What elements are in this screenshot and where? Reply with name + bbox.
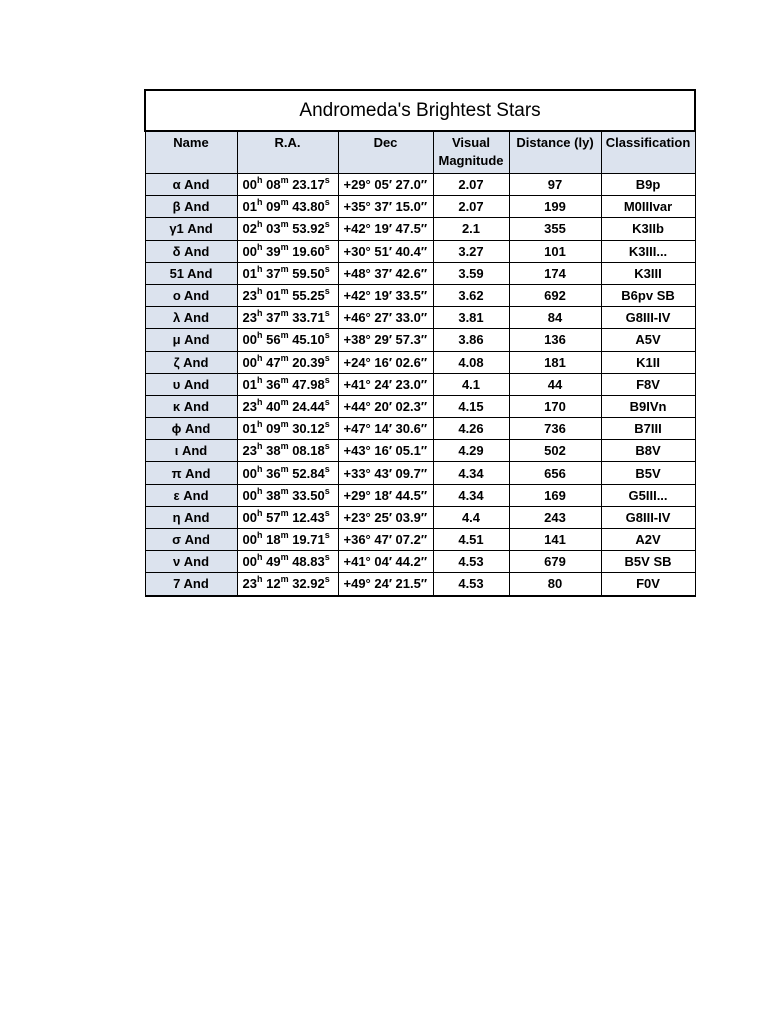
cell-name: ε And (145, 484, 237, 506)
cell-ra (237, 395, 338, 417)
cell-visual-magnitude: 4.26 (433, 418, 509, 440)
cell-classification: B6pv SB (601, 284, 695, 306)
ra-seconds: 33.71 (292, 310, 325, 326)
table-title: Andromeda's Brightest Stars (145, 90, 695, 131)
table-row (145, 196, 695, 218)
ra-h-unit: h (256, 396, 263, 407)
table-row (145, 218, 695, 240)
cell-ra (237, 506, 338, 528)
ra-m-unit: m (280, 552, 289, 563)
cell-classification: B7III (601, 418, 695, 440)
cell-name: γ1 And (145, 218, 237, 240)
cell-classification: F8V (601, 373, 695, 395)
ra-m-unit: m (280, 352, 289, 363)
ra-hours: 00 (242, 554, 257, 570)
ra-m-unit: m (280, 241, 289, 252)
cell-distance: 141 (509, 529, 601, 551)
ra-hours: 00 (242, 532, 257, 548)
cell-visual-magnitude: 3.27 (433, 240, 509, 262)
table-row (145, 329, 695, 351)
ra-h-unit: h (256, 574, 263, 585)
cell-classification: M0IIIvar (601, 196, 695, 218)
cell-visual-magnitude: 4.53 (433, 551, 509, 573)
cell-distance: 679 (509, 551, 601, 573)
cell-distance: 736 (509, 418, 601, 440)
ra-hours: 23 (242, 443, 257, 459)
cell-dec: +49° 24′ 21.5″ (338, 573, 433, 596)
ra-hours: 00 (242, 509, 257, 525)
cell-ra (237, 262, 338, 284)
ra-hours: 01 (242, 376, 257, 392)
ra-hours: 00 (242, 465, 257, 481)
cell-distance: 169 (509, 484, 601, 506)
cell-visual-magnitude: 4.1 (433, 373, 509, 395)
ra-h-unit: h (256, 374, 263, 385)
ra-minutes: 40 (266, 398, 281, 414)
cell-distance: 502 (509, 440, 601, 462)
ra-seconds: 47.98 (292, 376, 325, 392)
cell-name: ι And (145, 440, 237, 462)
ra-m-unit: m (280, 507, 289, 518)
ra-hours: 23 (242, 576, 257, 592)
cell-classification: B8V (601, 440, 695, 462)
table-row (145, 506, 695, 528)
ra-minutes: 18 (266, 532, 281, 548)
ra-seconds: 24.44 (292, 398, 325, 414)
ra-seconds: 52.84 (292, 465, 325, 481)
cell-dec: +30° 51′ 40.4″ (338, 240, 433, 262)
ra-h-unit: h (256, 330, 263, 341)
ra-minutes: 09 (266, 421, 281, 437)
ra-m-unit: m (280, 197, 289, 208)
ra-s-unit: s (324, 352, 330, 363)
cell-visual-magnitude: 2.07 (433, 174, 509, 196)
ra-m-unit: m (280, 286, 289, 297)
header-row (145, 131, 695, 174)
cell-visual-magnitude: 4.34 (433, 462, 509, 484)
ra-s-unit: s (324, 308, 330, 319)
cell-distance: 692 (509, 284, 601, 306)
ra-s-unit: s (324, 197, 330, 208)
cell-ra (237, 529, 338, 551)
cell-dec: +46° 27′ 33.0″ (338, 307, 433, 329)
ra-hours: 00 (242, 243, 257, 259)
cell-visual-magnitude: 3.81 (433, 307, 509, 329)
ra-seconds: 48.83 (292, 554, 325, 570)
ra-m-unit: m (280, 374, 289, 385)
cell-distance: 174 (509, 262, 601, 284)
ra-hours: 01 (242, 199, 257, 215)
ra-seconds: 32.92 (292, 576, 325, 592)
ra-minutes: 08 (266, 177, 281, 193)
ra-seconds: 59.50 (292, 265, 325, 281)
ra-m-unit: m (280, 175, 289, 186)
cell-visual-magnitude: 4.15 (433, 395, 509, 417)
cell-ra (237, 373, 338, 395)
cell-name: α And (145, 174, 237, 196)
cell-dec: +29° 05′ 27.0″ (338, 174, 433, 196)
cell-dec: +43° 16′ 05.1″ (338, 440, 433, 462)
cell-classification: G5III... (601, 484, 695, 506)
cell-visual-magnitude: 4.08 (433, 351, 509, 373)
cell-name: 7 And (145, 573, 237, 596)
ra-m-unit: m (280, 485, 289, 496)
cell-dec: +36° 47′ 07.2″ (338, 529, 433, 551)
ra-m-unit: m (280, 308, 289, 319)
ra-h-unit: h (256, 463, 263, 474)
table-row (145, 551, 695, 573)
cell-ra (237, 174, 338, 196)
cell-visual-magnitude: 3.86 (433, 329, 509, 351)
cell-visual-magnitude: 4.4 (433, 506, 509, 528)
ra-h-unit: h (256, 419, 263, 430)
cell-distance: 97 (509, 174, 601, 196)
table-row (145, 440, 695, 462)
ra-seconds: 23.17 (292, 177, 325, 193)
ra-seconds: 19.71 (292, 532, 325, 548)
cell-classification: K3IIb (601, 218, 695, 240)
ra-m-unit: m (280, 530, 289, 541)
cell-ra (237, 462, 338, 484)
ra-minutes: 37 (266, 265, 281, 281)
ra-seconds: 30.12 (292, 421, 325, 437)
cell-ra (237, 484, 338, 506)
cell-ra (237, 284, 338, 306)
ra-s-unit: s (324, 485, 330, 496)
header-mag-line1: Visual (451, 135, 491, 150)
cell-classification: K3III (601, 262, 695, 284)
cell-visual-magnitude: 2.1 (433, 218, 509, 240)
cell-ra (237, 307, 338, 329)
cell-name: 51 And (145, 262, 237, 284)
ra-h-unit: h (256, 530, 263, 541)
table-row (145, 174, 695, 196)
ra-h-unit: h (256, 241, 263, 252)
cell-classification: K1II (601, 351, 695, 373)
ra-seconds: 55.25 (292, 288, 325, 304)
ra-h-unit: h (256, 507, 263, 518)
ra-seconds: 08.18 (292, 443, 325, 459)
cell-classification: B9IVn (601, 395, 695, 417)
ra-hours: 01 (242, 265, 257, 281)
ra-s-unit: s (324, 175, 330, 186)
ra-h-unit: h (256, 441, 263, 452)
cell-distance: 44 (509, 373, 601, 395)
table-row (145, 284, 695, 306)
cell-name: μ And (145, 329, 237, 351)
cell-classification: B9p (601, 174, 695, 196)
ra-hours: 00 (242, 177, 257, 193)
cell-distance: 656 (509, 462, 601, 484)
ra-h-unit: h (256, 352, 263, 363)
cell-distance: 199 (509, 196, 601, 218)
cell-name: υ And (145, 373, 237, 395)
ra-hours: 02 (242, 221, 257, 237)
ra-m-unit: m (280, 574, 289, 585)
cell-distance: 136 (509, 329, 601, 351)
ra-hours: 00 (242, 354, 257, 370)
table-row (145, 351, 695, 373)
cell-visual-magnitude: 4.34 (433, 484, 509, 506)
cell-ra (237, 329, 338, 351)
ra-seconds: 53.92 (292, 221, 325, 237)
ra-minutes: 12 (266, 576, 281, 592)
ra-minutes: 57 (266, 509, 281, 525)
cell-distance: 80 (509, 573, 601, 596)
ra-h-unit: h (256, 263, 263, 274)
ra-seconds: 12.43 (292, 509, 325, 525)
table-row (145, 240, 695, 262)
table-row (145, 395, 695, 417)
cell-dec: +42° 19′ 33.5″ (338, 284, 433, 306)
ra-h-unit: h (256, 197, 263, 208)
cell-visual-magnitude: 3.59 (433, 262, 509, 284)
cell-dec: +44° 20′ 02.3″ (338, 395, 433, 417)
ra-h-unit: h (256, 286, 263, 297)
cell-distance: 181 (509, 351, 601, 373)
cell-visual-magnitude: 3.62 (433, 284, 509, 306)
ra-minutes: 56 (266, 332, 281, 348)
ra-seconds: 20.39 (292, 354, 325, 370)
cell-ra (237, 573, 338, 596)
stars-table-sheet (144, 89, 694, 597)
cell-visual-magnitude: 4.53 (433, 573, 509, 596)
cell-name: η And (145, 506, 237, 528)
ra-h-unit: h (256, 552, 263, 563)
ra-hours: 23 (242, 398, 257, 414)
ra-m-unit: m (280, 441, 289, 452)
ra-seconds: 19.60 (292, 243, 325, 259)
header-dec: Dec (338, 131, 433, 174)
ra-minutes: 37 (266, 310, 281, 326)
ra-seconds: 33.50 (292, 487, 325, 503)
ra-s-unit: s (324, 219, 330, 230)
cell-dec: +41° 24′ 23.0″ (338, 373, 433, 395)
ra-minutes: 36 (266, 465, 281, 481)
cell-ra (237, 240, 338, 262)
ra-minutes: 38 (266, 443, 281, 459)
ra-hours: 00 (242, 332, 257, 348)
cell-distance: 243 (509, 506, 601, 528)
table-row (145, 418, 695, 440)
header-name: Name (145, 131, 237, 174)
cell-name: λ And (145, 307, 237, 329)
ra-h-unit: h (256, 175, 263, 186)
ra-m-unit: m (280, 219, 289, 230)
ra-s-unit: s (324, 263, 330, 274)
cell-distance: 84 (509, 307, 601, 329)
cell-name: ν And (145, 551, 237, 573)
ra-m-unit: m (280, 463, 289, 474)
ra-hours: 23 (242, 288, 257, 304)
cell-visual-magnitude: 4.51 (433, 529, 509, 551)
ra-minutes: 39 (266, 243, 281, 259)
cell-ra (237, 218, 338, 240)
cell-dec: +42° 19′ 47.5″ (338, 218, 433, 240)
ra-minutes: 36 (266, 376, 281, 392)
ra-minutes: 09 (266, 199, 281, 215)
cell-dec: +47° 14′ 30.6″ (338, 418, 433, 440)
table-body (145, 174, 695, 596)
ra-hours: 23 (242, 310, 257, 326)
cell-dec: +48° 37′ 42.6″ (338, 262, 433, 284)
ra-s-unit: s (324, 241, 330, 252)
ra-seconds: 45.10 (292, 332, 325, 348)
ra-s-unit: s (324, 463, 330, 474)
ra-hours: 01 (242, 421, 257, 437)
cell-distance: 355 (509, 218, 601, 240)
ra-s-unit: s (324, 419, 330, 430)
ra-minutes: 47 (266, 354, 281, 370)
ra-s-unit: s (324, 286, 330, 297)
ra-m-unit: m (280, 396, 289, 407)
cell-ra (237, 551, 338, 573)
cell-ra (237, 351, 338, 373)
cell-visual-magnitude: 4.29 (433, 440, 509, 462)
table-row (145, 262, 695, 284)
ra-s-unit: s (324, 396, 330, 407)
ra-seconds: 43.80 (292, 199, 325, 215)
cell-name: π And (145, 462, 237, 484)
cell-dec: +29° 18′ 44.5″ (338, 484, 433, 506)
ra-s-unit: s (324, 441, 330, 452)
cell-classification: A5V (601, 329, 695, 351)
ra-minutes: 49 (266, 554, 281, 570)
ra-m-unit: m (280, 330, 289, 341)
header-ra: R.A. (237, 131, 338, 174)
cell-classification: A2V (601, 529, 695, 551)
ra-h-unit: h (256, 485, 263, 496)
stars-table (144, 89, 696, 597)
ra-s-unit: s (324, 552, 330, 563)
cell-name: ζ And (145, 351, 237, 373)
ra-m-unit: m (280, 263, 289, 274)
cell-name: ϕ And (145, 418, 237, 440)
cell-ra (237, 440, 338, 462)
cell-classification: K3III... (601, 240, 695, 262)
ra-s-unit: s (324, 374, 330, 385)
table-row (145, 307, 695, 329)
ra-minutes: 03 (266, 221, 281, 237)
cell-dec: +35° 37′ 15.0″ (338, 196, 433, 218)
cell-visual-magnitude: 2.07 (433, 196, 509, 218)
cell-classification: G8III-IV (601, 307, 695, 329)
ra-h-unit: h (256, 308, 263, 319)
table-row (145, 484, 695, 506)
ra-m-unit: m (280, 419, 289, 430)
ra-minutes: 01 (266, 288, 281, 304)
cell-name: δ And (145, 240, 237, 262)
ra-minutes: 38 (266, 487, 281, 503)
cell-name: κ And (145, 395, 237, 417)
cell-ra (237, 196, 338, 218)
ra-s-unit: s (324, 330, 330, 341)
cell-distance: 101 (509, 240, 601, 262)
cell-dec: +24° 16′ 02.6″ (338, 351, 433, 373)
cell-dec: +38° 29′ 57.3″ (338, 329, 433, 351)
header-classification: Classification (601, 131, 695, 174)
ra-hours: 00 (242, 487, 257, 503)
cell-name: β And (145, 196, 237, 218)
cell-distance: 170 (509, 395, 601, 417)
table-row (145, 573, 695, 596)
cell-dec: +23° 25′ 03.9″ (338, 506, 433, 528)
ra-h-unit: h (256, 219, 263, 230)
cell-name: o And (145, 284, 237, 306)
cell-name: σ And (145, 529, 237, 551)
cell-classification: G8III-IV (601, 506, 695, 528)
cell-dec: +41° 04′ 44.2″ (338, 551, 433, 573)
cell-dec: +33° 43′ 09.7″ (338, 462, 433, 484)
table-row (145, 462, 695, 484)
header-mag-line2: Magnitude (438, 153, 504, 168)
cell-ra (237, 418, 338, 440)
header-visual-magnitude (433, 131, 509, 174)
ra-s-unit: s (324, 530, 330, 541)
table-row (145, 373, 695, 395)
ra-s-unit: s (324, 507, 330, 518)
ra-s-unit: s (324, 574, 330, 585)
table-row (145, 529, 695, 551)
cell-classification: B5V SB (601, 551, 695, 573)
cell-classification: B5V (601, 462, 695, 484)
header-distance: Distance (ly) (509, 131, 601, 174)
cell-classification: F0V (601, 573, 695, 596)
